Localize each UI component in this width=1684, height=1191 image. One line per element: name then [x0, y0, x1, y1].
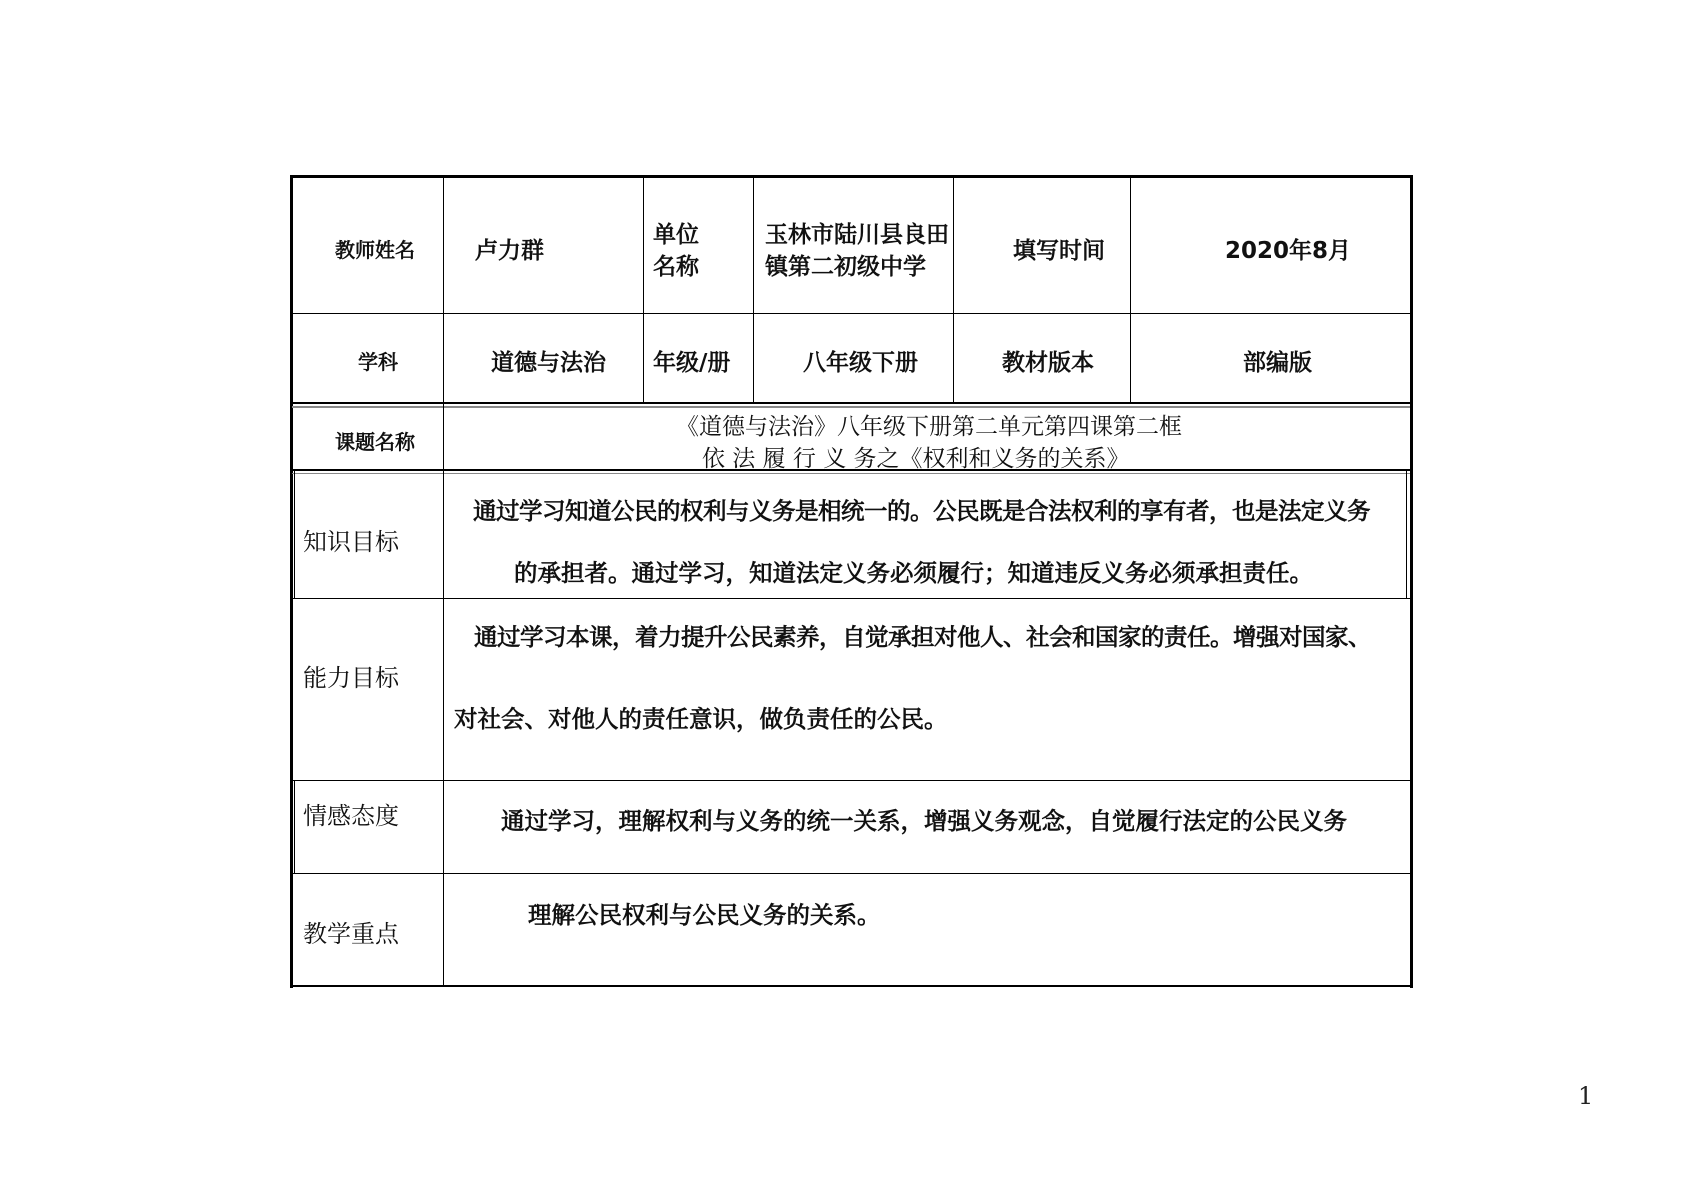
fill-date-label: 填写时间	[1013, 238, 1105, 264]
rule-after-subject	[290, 402, 1413, 404]
col-rule-5	[1130, 175, 1131, 404]
ability-objective-line-2: 对社会、对他人的责任意识，做负责任的公民。	[454, 705, 948, 733]
teacher-name-label: 教师姓名	[335, 238, 415, 262]
ability-objective-line-1: 通过学习本课，着力提升公民素养，自觉承担对他人、社会和国家的责任。增强对国家、	[474, 623, 1371, 651]
col-rule-4	[953, 175, 954, 404]
inner-left-rule-knowledge	[294, 469, 295, 599]
unit-name-line1: 玉林市陆川县良田	[765, 222, 949, 248]
knowledge-objective-line-1: 通过学习知道公民的权利与义务是相统一的。公民既是合法权利的享有者，也是法定义务	[473, 497, 1370, 525]
topic-line-1: 《道德与法治》八年级下册第二单元第四课第二框	[676, 414, 1182, 440]
page-number: 1	[1578, 1082, 1594, 1110]
topic-line-2: 依 法 履 行 义 务之《权利和义务的关系》	[702, 446, 1130, 472]
subject-label: 学科	[358, 350, 398, 374]
grade-label: 年级/册	[653, 350, 731, 376]
emotion-attitude-label: 情感态度	[303, 802, 399, 830]
rule-after-ability	[290, 780, 1413, 781]
fill-date-value: 2020年8月	[1225, 238, 1352, 264]
edition-label: 教材版本	[1002, 350, 1094, 376]
inner-left-rule-emotion	[294, 780, 295, 874]
col-rule-3	[753, 175, 754, 404]
ability-objective-label: 能力目标	[303, 664, 399, 692]
teaching-focus-label: 教学重点	[303, 920, 399, 948]
table-border-right	[1410, 175, 1413, 988]
rule-after-emotion	[290, 873, 1413, 874]
table-border-left	[290, 175, 293, 988]
table-border-top	[290, 175, 1413, 178]
unit-label-line2: 名称	[653, 254, 699, 280]
subject-value: 道德与法治	[491, 350, 606, 376]
topic-label: 课题名称	[335, 430, 415, 454]
knowledge-objective-label: 知识目标	[303, 528, 399, 556]
rule-after-header	[290, 313, 1413, 314]
emotion-attitude-line-1: 通过学习，理解权利与义务的统一关系，增强义务观念，自觉履行法定的公民义务	[501, 807, 1347, 835]
teaching-focus-line-1: 理解公民权利与公民义务的关系。	[528, 901, 881, 929]
knowledge-objective-line-2: 的承担者。通过学习，知道法定义务必须履行；知道违反义务必须承担责任。	[514, 559, 1313, 587]
inner-right-rule-knowledge	[1406, 469, 1407, 599]
col-rule-label	[443, 175, 444, 986]
edition-value: 部编版	[1243, 350, 1312, 376]
teacher-name-value: 卢力群	[475, 238, 544, 264]
table-border-bottom	[290, 985, 1413, 987]
rule-after-topic-double	[292, 473, 1410, 474]
grade-value: 八年级下册	[803, 350, 918, 376]
unit-name-line2: 镇第二初级中学	[765, 254, 926, 280]
unit-label-line1: 单位	[653, 222, 699, 248]
col-rule-2	[643, 175, 644, 404]
rule-after-knowledge	[290, 598, 1413, 599]
